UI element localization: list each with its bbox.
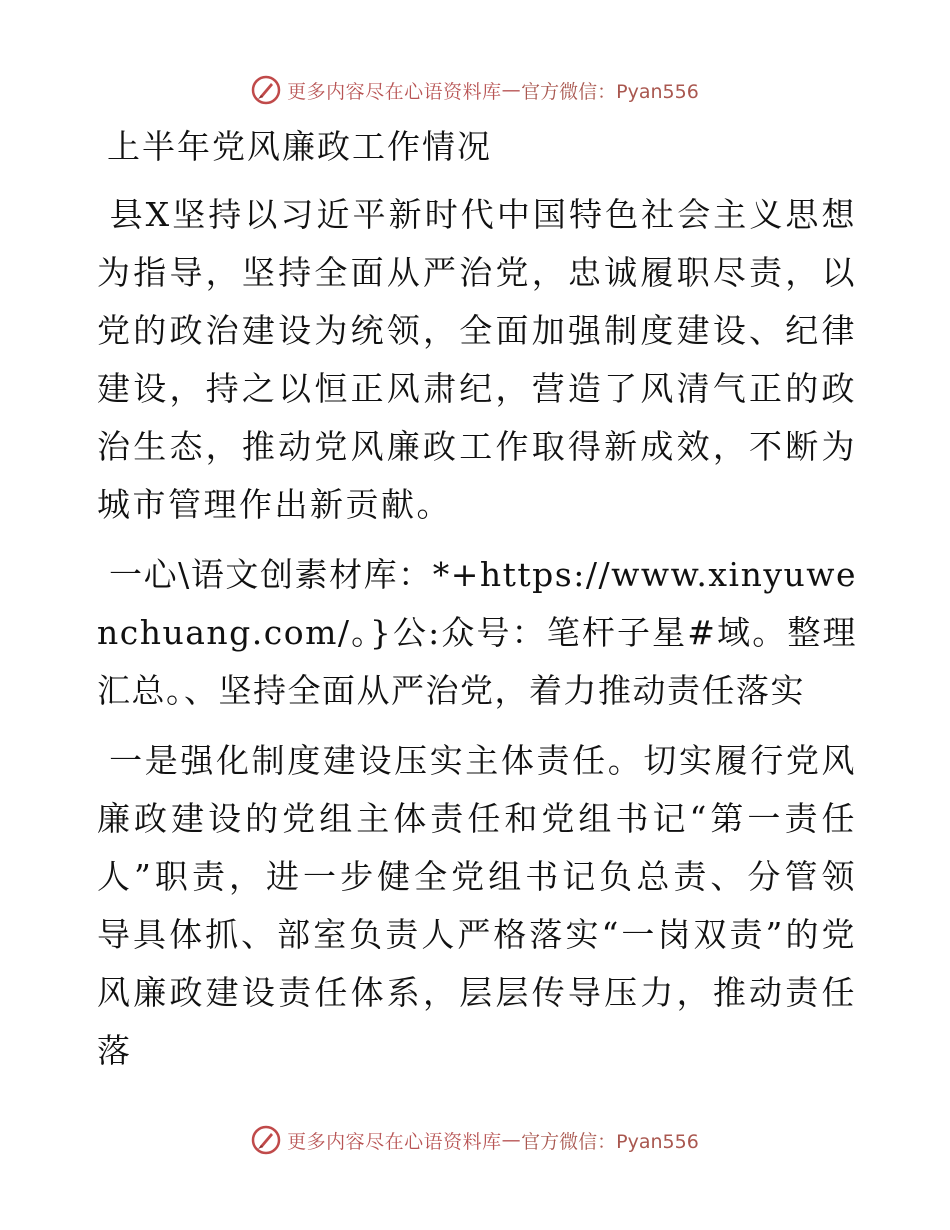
watermark-separator: — — [501, 79, 522, 101]
paragraph-point-one-text: 一是强化制度建设压实主体责任。切实履行党风廉政建设的党组主体责任和党组书记“第一责任人”职责，进一步健全党组书记负总责、分管领导具体抓、部室负责人严格落实“一岗双责”的党风廉政建设责任体系，层层传导压力，推动责任落 — [97, 741, 857, 1070]
feather-pen-logo-icon — [251, 75, 281, 105]
watermark-separator: — — [501, 1129, 522, 1151]
paragraph-source-note — [97, 546, 857, 720]
document-body — [97, 118, 857, 1092]
document-title: 上半年党风廉政工作情况 — [107, 127, 492, 166]
watermark-text: 更多内容尽在心语资料库 — [287, 80, 502, 103]
watermark-text: 更多内容尽在心语资料库 — [287, 1130, 502, 1153]
paragraph-intro — [97, 186, 857, 534]
watermark-wechat: 官方微信：Pyan556 — [521, 80, 699, 103]
feather-pen-logo-icon — [251, 1125, 281, 1155]
footer-watermark — [0, 1120, 950, 1160]
watermark-wechat: 官方微信：Pyan556 — [521, 1130, 699, 1153]
paragraph-source-note-text: 一心\语文创素材库：*+https://www.xinyuwenchuang.com/。}公:众号：笔杆子星#域。整理汇总。、坚持全面从严治党，着力推动责任落实 — [97, 555, 857, 710]
header-watermark — [0, 70, 950, 110]
paragraph-point-one — [97, 732, 857, 1080]
paragraph-intro-text: 县X坚持以习近平新时代中国特色社会主义思想为指导，坚持全面从严治党，忠诚履职尽责，以党的政治建设为统领，全面加强制度建设、纪律建设，持之以恒正风肃纪，营造了风清气正的政治生态，推动党风廉政工作取得新成效，不断为城市管理作出新贡献。 — [97, 195, 857, 524]
